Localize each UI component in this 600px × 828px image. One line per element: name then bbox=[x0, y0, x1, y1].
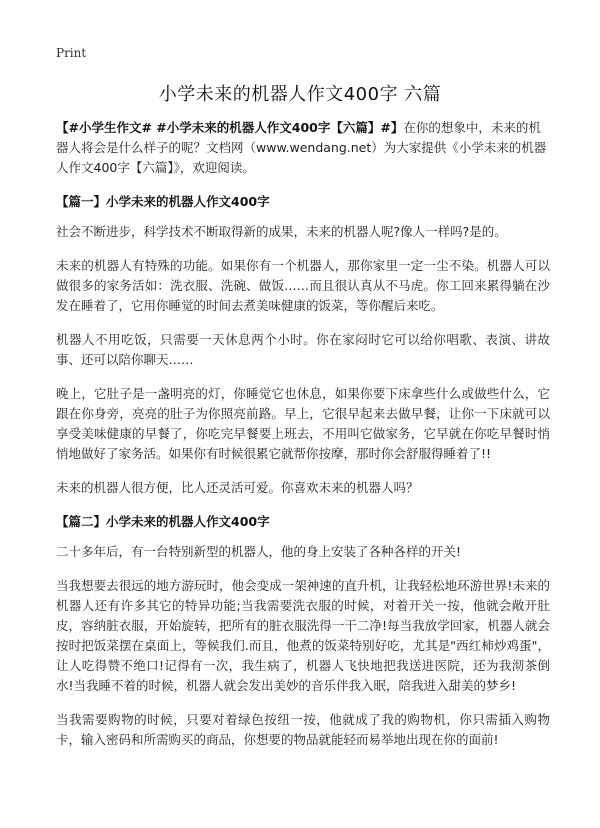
section-paragraph: 机器人不用吃饭，只需要一天休息两个小时。你在家闷时它可以给你唱歌、表演、讲故事、还可以陪你聊天…… bbox=[56, 332, 550, 367]
section-paragraph: 当我想要去很远的地方游玩时，他会变成一架神速的直升机，让我轻松地环游世界!未来的机器人还有许多其它的特异功能;当我需要洗衣服的时候，对着开关一按，他就会敞开肚皮，容纳脏衣服，开始旋转，把所有的脏衣服洗得一干二净!每当我放学回家，机器人就会按时把饭菜摆在桌面上，等候我们.而且，他煮的饭菜特别好吃，尤其是"西红柿炒鸡蛋"，让人吃得赞不绝口!记得有一次，我生病了，机器人飞快地把我送进医院，还为我沏茶倒水!当我睡不着的时候，机器人就会发出美妙的音乐伴我入眠，陪我进入甜美的梦乡! bbox=[56, 578, 550, 693]
section-heading: 【篇一】小学未来的机器人作文400字 bbox=[56, 194, 270, 209]
document-title: 小学未来的机器人作文400字 六篇 bbox=[158, 84, 442, 105]
section-paragraph: 未来的机器人有特殊的功能。如果你有一个机器人，那你家里一定一尘不染。机器人可以做很多的家务活如：洗衣服、洗碗、做饭……而且很认真从不马虎。你工回来累得躺在沙发在睡着了，它用你睡觉的时间去煮美味健康的饭菜，等你醒后来吃。 bbox=[56, 258, 550, 313]
section-1 bbox=[56, 192, 550, 498]
intro-tag-prefix: 【#小学生作文# #小学未来的机器人作文400字【六篇】#】 bbox=[56, 120, 404, 135]
document-body bbox=[56, 118, 550, 764]
intro-paragraph bbox=[56, 118, 550, 178]
section-paragraph: 社会不断进步，科学技术不断取得新的成果，未来的机器人呢?像人一样吗?是的。 bbox=[56, 224, 507, 239]
section-paragraph: 晚上，它肚子是一盏明亮的灯，你睡觉它也休息，如果你要下床拿些什么或做些什么，它跟在你身旁，亮亮的肚子为你照亮前路。早上，它很早起来去做早餐，让你一下床就可以享受美味健康的早餐了，你吃完早餐要上班去，不用叫它做家务，它早就在你吃早餐时悄悄地做好了家务活。如果你有时候很累它就帮你按摩，那时你会舒服得睡着了!! bbox=[56, 386, 550, 461]
print-label: Print bbox=[56, 46, 87, 60]
intro-text: 在你的想象中，未来的机器人将会是什么样子的呢？文档网（www.wendang.net）为大家提供《小学未来的机器人作文400字【六篇】》，欢迎阅读。 bbox=[56, 120, 547, 175]
section-heading: 【篇二】小学未来的机器人作文400字 bbox=[56, 514, 270, 529]
section-paragraph: 二十多年后，有一台特别新型的机器人，他的身上安装了各种各样的开关! bbox=[56, 544, 462, 559]
section-paragraph: 当我需要购物的时候，只要对着绿色按纽一按，他就成了我的购物机，你只需插入购物卡，输入密码和所需购买的商品，你想要的物品就能轻而易举地出现在你的面前! bbox=[56, 712, 550, 747]
section-paragraph: 未来的机器人很方便，比人还灵活可爱。你喜欢未来的机器人吗？ bbox=[56, 480, 419, 495]
section-2 bbox=[56, 512, 550, 750]
